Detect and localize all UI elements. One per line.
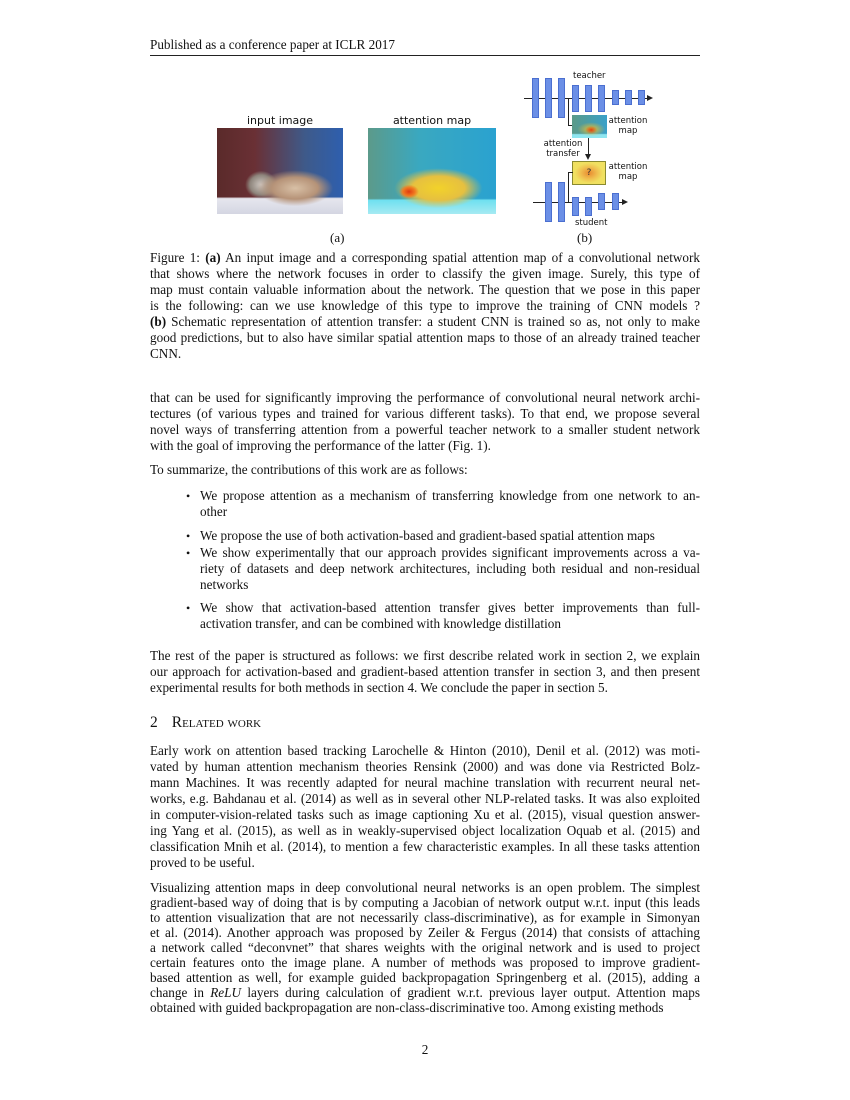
- attention-map-image: [368, 128, 496, 214]
- text-line: vated by human attention mechanism theories Rensink (2000) and was done via Restricted Bolz-: [150, 759, 700, 774]
- text-line: networks: [200, 577, 249, 592]
- related-work-paragraph-1: [150, 743, 700, 871]
- text-segment: Figure 1:: [150, 250, 206, 265]
- text-line: obtained with guided backpropagation are non-class-discriminative too. Among existing methods: [150, 1000, 664, 1015]
- contribution-item-3: [200, 545, 700, 593]
- student-arrow-icon: [622, 199, 628, 205]
- text-line: good predictions, but to also have similar spatial attention maps to those of an already trained teacher: [150, 330, 700, 345]
- text-line: activation transfer, and can be combined with knowledge distillation: [200, 616, 561, 631]
- student-attention-map-box: [572, 161, 606, 185]
- text-line: We show experimentally that our approach provides significant improvements across a va-: [200, 545, 700, 560]
- student-layer-block: [598, 193, 605, 210]
- text-segment: An input image and a corresponding spatial attention map of a convolutional network: [220, 250, 700, 265]
- bullet-icon: •: [186, 529, 191, 543]
- text-line: et al. (2014). Another approach was proposed by Zeiler & Fergus (2014) that consists of attaching: [150, 925, 700, 940]
- student-branch-line: [568, 172, 573, 173]
- text-line: that shows where the network focuses in order to classify the given image. Surely, this type of: [150, 266, 700, 281]
- teacher-label: teacher: [573, 71, 606, 81]
- transfer-arrow-line: [588, 138, 589, 155]
- paper-structure-paragraph: [150, 648, 700, 696]
- text-line: [150, 250, 700, 266]
- text-line: The rest of the paper is structured as follows: we first describe related work in section 2, we explain: [150, 648, 700, 663]
- text-line: experimental results for both methods in section 4. We conclude the paper in section 5.: [150, 680, 608, 695]
- page-number: 2: [421, 1042, 429, 1057]
- text-line: CNN.: [150, 346, 182, 361]
- input-image-label: input image: [246, 114, 314, 127]
- teacher-layer-block: [638, 90, 645, 105]
- related-work-paragraph-2: [150, 880, 700, 1015]
- text-line: Visualizing attention maps in deep convolutional neural networks is an open problem. The simplest: [150, 880, 700, 895]
- teacher-branch-line: [568, 98, 569, 126]
- text-line: We propose the use of both activation-based and gradient-based spatial attention maps: [200, 528, 655, 543]
- text-line: To summarize, the contributions of this work are as follows:: [150, 462, 468, 477]
- figure-caption: [150, 250, 700, 362]
- teacher-attention-map-label: attention map: [608, 116, 648, 136]
- student-layer-block: [572, 197, 579, 216]
- student-branch-line: [568, 172, 569, 202]
- bold-text: (b): [150, 314, 167, 329]
- text-line: classification Mnih et al. (2014), to mention a few characteristic examples. In all these tasks attention: [150, 839, 700, 854]
- text-line: is the following: can we use knowledge of this type to improve the training of CNN models ?: [150, 298, 700, 313]
- header-rule: [150, 55, 700, 56]
- text-line: Early work on attention based tracking Larochelle & Hinton (2010), Denil et al. (2012) was moti-: [150, 743, 700, 758]
- bullet-icon: •: [186, 601, 191, 615]
- section-heading: [150, 714, 261, 732]
- student-layer-block: [585, 197, 592, 216]
- text-line: certain features onto the image plane. A number of methods was proposed to improve gradient-: [150, 955, 700, 970]
- teacher-layer-block: [572, 85, 579, 112]
- text-segment: Schematic representation of attention transfer: a student CNN is trained so as, not only to make: [166, 314, 700, 329]
- contributions-intro: [150, 462, 700, 478]
- text-line: ing Yang et al. (2015), as well as in weakly-supervised object localization Oquab et al. (2015) and: [150, 823, 700, 838]
- teacher-layer-block: [585, 85, 592, 112]
- text-line: tectures (of various types and trained for various different tasks). To that end, we propose several: [150, 406, 700, 421]
- text-segment: change in: [150, 985, 211, 1000]
- text-line: map must contain valuable information about the network. The question that we pose in this paper: [150, 282, 700, 297]
- teacher-arrow-icon: [647, 95, 653, 101]
- text-line: based attention as well, for example guided backpropagation Springenberg et al. (2015), adding a: [150, 970, 700, 985]
- contribution-item-2: [200, 528, 700, 544]
- running-header: Published as a conference paper at ICLR 2017: [150, 37, 395, 52]
- text-line: proved to be useful.: [150, 855, 255, 870]
- text-line: other: [200, 504, 228, 519]
- text-line: gradient-based way of doing that is by computing a Jacobian of network output w.r.t. input (this leads: [150, 895, 700, 910]
- text-line: We propose attention as a mechanism of transferring knowledge from one network to an-: [200, 488, 700, 503]
- attention-map-label: attention map: [392, 114, 472, 127]
- text-line: works, e.g. Bahdanau et al. (2014) as well as in several other NLP-related tasks. It was also exploited: [150, 791, 700, 806]
- text-line: novel ways of transferring attention from a powerful teacher network to a smaller student network: [150, 422, 700, 437]
- teacher-layer-block: [558, 78, 565, 118]
- bullet-icon: •: [186, 489, 191, 503]
- text-line: that can be used for significantly improving the performance of convolutional neural network archi-: [150, 390, 700, 405]
- subfigure-a-label: (a): [330, 230, 345, 245]
- text-line: [150, 314, 700, 330]
- text-line: a network called “deconvnet” that shares weights with the original network and is used to project: [150, 940, 700, 955]
- text-line: with the goal of improving the performance of the latter (Fig. 1).: [150, 438, 491, 453]
- contribution-item-4: [200, 600, 700, 632]
- teacher-layer-block: [532, 78, 539, 118]
- section-number: 2: [150, 714, 158, 731]
- text-line: our approach for activation-based and gradient-based attention transfer in section 3, and then present: [150, 664, 700, 679]
- unknown-map-question-mark: ?: [586, 168, 592, 178]
- text-line: mann Machines. It was recently adapted for neural machine translation with recurrent neural net-: [150, 775, 700, 790]
- teacher-layer-block: [625, 90, 632, 105]
- italic-text: ReLU: [210, 985, 242, 1000]
- bullet-icon: •: [186, 546, 191, 560]
- student-layer-block: [558, 182, 565, 222]
- student-attention-map-label: attention map: [608, 162, 648, 182]
- student-layer-block: [545, 182, 552, 222]
- contribution-item-1: [200, 488, 700, 520]
- bold-text: (a): [205, 250, 221, 265]
- text-line: [150, 985, 700, 1000]
- text-line: to attention visualization that are not necessarily class-discriminative), as for example in Simonyan: [150, 910, 700, 925]
- student-label: student: [575, 218, 608, 228]
- teacher-layer-block: [545, 78, 552, 118]
- attention-transfer-label: attention transfer: [543, 139, 583, 159]
- intro-paragraph: [150, 390, 700, 454]
- input-image: [217, 128, 343, 214]
- student-layer-block: [612, 193, 619, 210]
- teacher-layer-block: [612, 90, 619, 105]
- text-line: riety of datasets and deep network architectures, including both residual and non-residual: [200, 561, 700, 576]
- teacher-layer-block: [598, 85, 605, 112]
- text-line: in computer-vision-related tasks such as image captioning Xu et al. (2015), visual question answer-: [150, 807, 700, 822]
- section-title: Related work: [171, 714, 262, 731]
- text-segment: layers during calculation of gradient w.r.t. previous layer output. Attention maps: [241, 985, 700, 1000]
- subfigure-b-label: (b): [577, 230, 593, 245]
- teacher-attention-map-image: [572, 115, 607, 138]
- text-line: We show that activation-based attention transfer gives better improvements than full-: [200, 600, 700, 615]
